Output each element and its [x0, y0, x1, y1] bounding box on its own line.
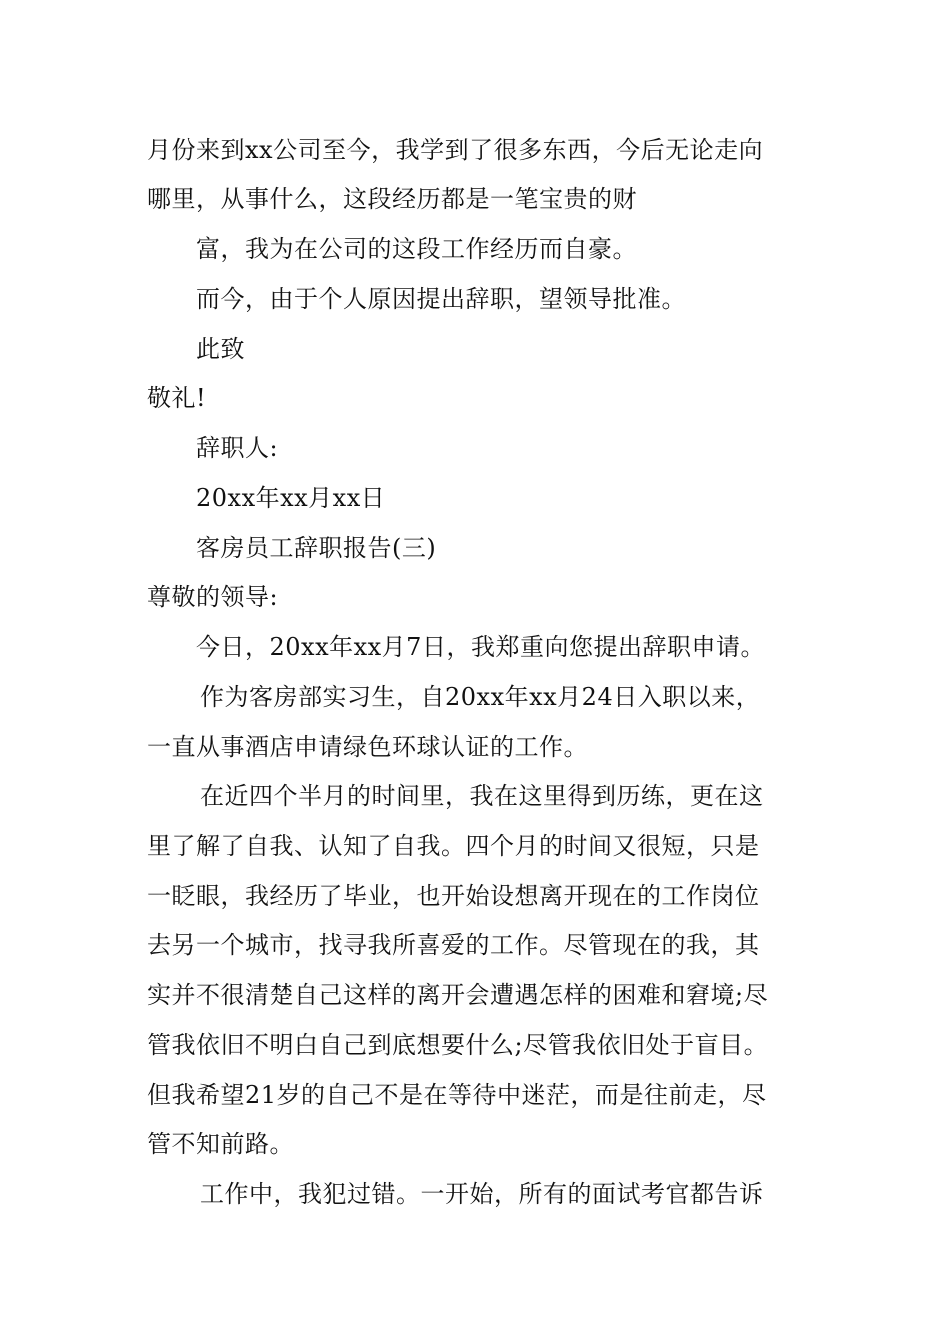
section-title: 客房员工辞职报告(三) [196, 534, 437, 562]
greeting: 尊敬的领导: [147, 583, 279, 611]
text-line: 但我希望21岁的自己不是在等待中迷茫，而是往前走，尽 [147, 1081, 767, 1109]
text-line: 作为客房部实习生，自20xx年xx月24日入职以来， [200, 683, 761, 711]
text-line: 哪里，从事什么，这段经历都是一笔宝贵的财 [147, 185, 637, 213]
text-line: 今日，20xx年xx月7日，我郑重向您提出辞职申请。 [196, 633, 765, 661]
text-line: 月份来到xx公司至今，我学到了很多东西，今后无论走向 [147, 136, 764, 164]
text-line: 富，我为在公司的这段工作经历而自豪。 [196, 235, 637, 263]
text-line: 一眨眼，我经历了毕业，也开始设想离开现在的工作岗位 [147, 882, 760, 910]
text-line: 而今，由于个人原因提出辞职，望领导批准。 [196, 285, 686, 313]
text-line: 实并不很清楚自己这样的离开会遭遇怎样的困难和窘境;尽 [147, 981, 769, 1009]
text-line: 管不知前路。 [147, 1130, 294, 1158]
text-line: 去另一个城市，找寻我所喜爱的工作。尽管现在的我，其 [147, 931, 760, 959]
text-line: 工作中，我犯过错。一开始，所有的面试考官都告诉 [200, 1180, 764, 1208]
text-line: 在近四个半月的时间里，我在这里得到历练，更在这 [200, 782, 764, 810]
signature-label: 辞职人: [196, 434, 279, 462]
text-line: 里了解了自我、认知了自我。四个月的时间又很短，只是 [147, 832, 760, 860]
text-line: 一直从事酒店申请绿色环球认证的工作。 [147, 733, 588, 761]
text-line: 管我依旧不明白自己到底想要什么;尽管我依旧处于盲目。 [147, 1031, 769, 1059]
date-line: 20xx年xx月xx日 [196, 484, 386, 512]
closing-salutation: 此致 [196, 335, 245, 363]
closing-respect: 敬礼! [147, 384, 207, 412]
